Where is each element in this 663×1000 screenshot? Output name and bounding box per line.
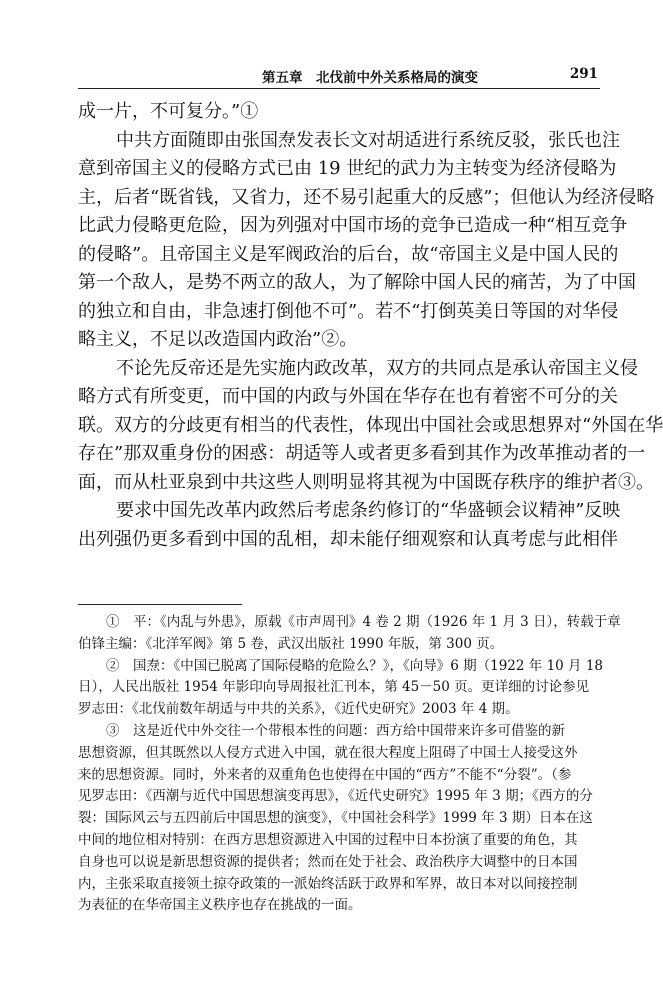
- footnote-line: 自身也可以说是新思想资源的提供者；然而在处于社会、政治秩序大调整中的日本国: [78, 853, 578, 870]
- footnote-line: 为表征的在华帝国主义秩序也存在挑战的一面。: [78, 897, 362, 914]
- text-line: 面，而从杜亚泉到中共这些人则明显将其视为中国既存秩序的维护者③。: [78, 471, 654, 493]
- text-line: 不论先反帝还是先实施内政改革，双方的共同点是承认帝国主义侵: [116, 357, 638, 379]
- footnote-line: 见罗志田：《西潮与近代中国思想演变再思》，《近代史研究》1995 年 3 期；《西方的分: [78, 788, 593, 805]
- text-line: 成一片，不可复分。”①: [78, 101, 259, 122]
- footnotes: [78, 612, 621, 917]
- main-text: [78, 98, 663, 554]
- footnote-line: 内，主张采取直接领土掠夺政策的一派始终活跃于政界和军界，故日本对以间接控制: [78, 875, 578, 892]
- footnote-line: ① 平：《内乱与外患》，原载《市声周刊》4 卷 2 期（1926 年 1 月 3 日），转载于章: [106, 614, 621, 630]
- text-line: 联。双方的分歧更有相当的代表性，体现出中国社会或思想界对“外国在华: [78, 414, 663, 436]
- text-line: 的独立和自由，非急速打倒他不可”。若不“打倒英美日等国的对华侵: [78, 300, 619, 322]
- footnote-line: 伯锋主编：《北洋军阀》第 5 卷，武汉出版社 1990 年版，第 300 页。: [78, 635, 504, 652]
- footnote-line: 罗志田：《北伐前数年胡适与中共的关系》，《近代史研究》2003 年 4 期。: [78, 701, 519, 718]
- footnote-line: 裂：国际风云与五四前后中国思想的演变》，《中国社会科学》1999 年 3 期）日本在这: [78, 810, 593, 827]
- text-line: 的侵略”。且帝国主义是军阀政治的后台，故“帝国主义是中国人民的: [78, 243, 619, 265]
- text-line: 略主义，不足以改造国内政治”②。: [78, 329, 358, 350]
- text-line: 略方式有所变更，而中国的内政与外国在华存在也有着密不可分的关: [78, 386, 618, 407]
- footnote-line: 日），人民出版社 1954 年影印向导周报社汇刊本，第 45－50 页。更详细的讨论参见: [78, 679, 590, 696]
- text-line: 存在”那双重身份的困惑：胡适等人或者更多看到其作为改革推动者的一: [78, 443, 646, 464]
- footnote-line: 来的思想资源。同时，外来者的双重角色也使得在中国的“西方”不能不“分裂”。（参: [78, 766, 572, 783]
- text-line: 主，后者“既省钱，又省力，还不易引起重大的反感”；但他认为经济侵略: [78, 186, 655, 208]
- text-line: 要求中国先改革内政然后考虑条约修订的“华盛顿会议精神”反映: [116, 500, 621, 521]
- text-line: 中共方面随即由张国焘发表长文对胡适进行系统反驳，张氏也注: [116, 129, 620, 151]
- footnote-line: ② 国焘：《中国已脱离了国际侵略的危险么？》，《向导》6 期（1922 年 10 月 18: [106, 657, 604, 674]
- footnote-line: 中间的地位相对特别：在西方思想资源进入中国的过程中日本扮演了重要的角色，其: [78, 831, 578, 848]
- page-number: 291: [569, 66, 598, 82]
- footnote-separator: [78, 604, 242, 605]
- footnote-line: ③ 这是近代中外交往一个带根本性的问题：西方给中国带来许多可借鉴的新: [106, 722, 565, 739]
- text-line: 出列强仍更多看到中国的乱相，却未能仔细观察和认真考虑与此相伴: [78, 528, 618, 550]
- footnote-line: 思想资源，但其既然以人侵方式进入中国，就在很大程度上阻碍了中国士人接受这外: [78, 744, 578, 761]
- chapter-title: 第五章 北伐前中外关系格局的演变: [262, 70, 478, 86]
- text-line: 比武力侵略更危险，因为列强对中国市场的竞争已造成一种“相互竞争: [78, 215, 628, 236]
- text-line: 第一个敌人，是势不两立的敌人，为了解除中国人民的痛苦，为了中国: [78, 272, 636, 293]
- text-line: 意到帝国主义的侵略方式已由 19 世纪的武力为主转变为经济侵略为: [78, 158, 617, 179]
- running-header: [78, 64, 600, 89]
